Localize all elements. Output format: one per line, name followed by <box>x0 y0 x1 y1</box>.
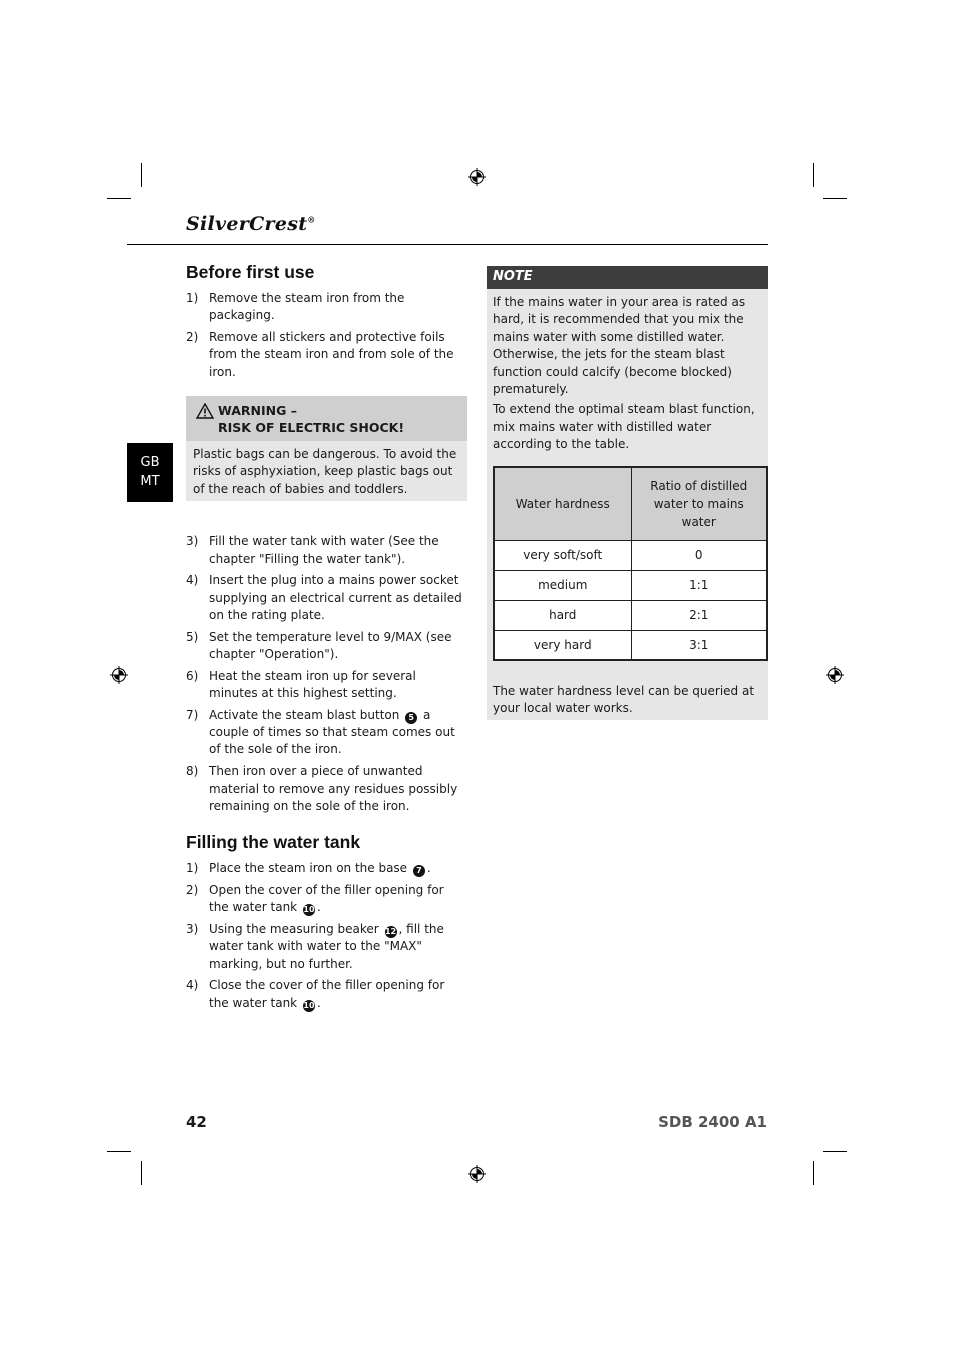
hardness-cell: very soft/soft <box>494 540 631 570</box>
language-tab <box>127 443 173 502</box>
header-rule <box>127 244 768 245</box>
hardness-cell: hard <box>494 600 631 630</box>
part-reference-icon: 10 <box>303 1000 315 1010</box>
step-text: Remove the steam iron from the packaging. <box>209 291 405 323</box>
list-item <box>186 629 467 664</box>
hardness-cell: medium <box>494 570 631 600</box>
part-reference-icon: 7 <box>413 865 425 877</box>
warning-triangle-icon <box>196 402 218 436</box>
table-row <box>494 630 767 660</box>
crop-mark <box>823 198 847 199</box>
list-item <box>186 707 467 759</box>
step-number: 6) <box>186 668 199 683</box>
step-number: 3) <box>186 534 199 549</box>
steps-list <box>186 290 467 381</box>
list-item <box>186 977 467 1012</box>
step-text-part: , fill the water tank with water to the "MAX" marking, but no further. <box>209 922 444 971</box>
list-item <box>186 921 467 973</box>
step-number: 8) <box>186 764 199 779</box>
brand-logo <box>186 213 316 235</box>
steps-list <box>186 533 467 815</box>
note-footer: The water hardness level can be queried at your local water works. <box>493 684 755 716</box>
list-item <box>186 329 467 381</box>
step-number: 4) <box>186 573 199 588</box>
crop-mark <box>141 1161 142 1185</box>
step-number: 5) <box>186 629 199 644</box>
step-number: 4) <box>186 978 199 993</box>
language-code-gb: GB <box>140 455 160 470</box>
step-number: 1) <box>186 291 199 305</box>
step-text: Insert the plug into a mains power socket supplying an electrical current as detailed on the rating plate. <box>209 573 462 622</box>
column-header-hardness: Water hardness <box>494 467 631 540</box>
steps-list <box>186 860 467 1012</box>
registered-mark: ® <box>307 214 316 225</box>
part-reference-icon: 10 <box>303 905 315 915</box>
step-text: Heat the steam iron up for several minutes at this highest setting. <box>209 668 416 701</box>
brand-logo-text: SilverCrest <box>186 213 308 235</box>
list-item <box>186 860 467 877</box>
step-text <box>209 882 467 917</box>
crop-mark <box>823 1151 847 1152</box>
crop-mark <box>141 163 142 187</box>
step-number: 3) <box>186 922 199 937</box>
step-text <box>209 860 467 877</box>
hardness-cell: very hard <box>494 630 631 660</box>
ratio-cell: 0 <box>631 540 767 570</box>
note-box <box>487 266 768 720</box>
step-text-part: . <box>316 900 321 915</box>
page-number: 42 <box>186 1113 207 1131</box>
step-text-part: a couple of times so that steam comes out of the sole of the iron. <box>209 707 455 757</box>
note-paragraph: If the mains water in your area is rated as hard, it is recommended that you mix the mains water with some distilled water. Otherwise, the jets for the steam blast function could calcify (become blocked) prematurely. <box>493 295 746 397</box>
crop-mark <box>813 163 814 187</box>
column-header-ratio: Ratio of distilled water to mains water <box>631 467 767 540</box>
list-item <box>186 763 467 815</box>
model-number: SDB 2400 A1 <box>658 1113 767 1131</box>
step-number: 2) <box>186 882 199 897</box>
before-first-use-heading: Before first use <box>186 262 315 282</box>
step-text-part: . <box>316 995 321 1010</box>
step-text <box>209 921 467 973</box>
step-text: Set the temperature level to 9/MAX (see chapter "Operation"). <box>209 629 452 661</box>
step-text <box>209 977 467 1012</box>
crop-mark <box>107 1151 131 1152</box>
table-row <box>494 570 767 600</box>
step-number: 7) <box>186 707 199 722</box>
warning-body: Plastic bags can be dangerous. To avoid the risks of asphyxiation, keep plastic bags out of the reach of babies and toddlers. <box>193 446 457 496</box>
warning-title-line2: RISK OF ELECTRIC SHOCK! <box>218 419 405 435</box>
warning-title-line1: WARNING – <box>218 402 297 418</box>
step-text-part: Close the cover of the filler opening for the water tank <box>209 978 445 1010</box>
list-item <box>186 533 467 568</box>
ratio-cell: 2:1 <box>631 600 767 630</box>
part-reference-icon: 12 <box>384 927 397 937</box>
step-text-part: . <box>426 861 431 876</box>
registration-mark-icon <box>468 168 486 186</box>
left-column <box>186 262 467 1017</box>
table-row <box>494 600 767 630</box>
table-header-row <box>494 467 767 540</box>
list-item <box>186 572 467 624</box>
list-item <box>186 882 467 917</box>
part-reference-icon: 5 <box>405 712 417 724</box>
registration-mark-icon <box>110 666 128 684</box>
step-text: Then iron over a piece of unwanted material to remove any residues possibly remaining on the sole of the iron. <box>209 764 458 813</box>
ratio-cell: 1:1 <box>631 570 767 600</box>
step-number: 1) <box>186 861 199 876</box>
warning-header <box>186 396 467 441</box>
step-text-part: Using the measuring beaker <box>209 922 379 937</box>
filling-heading: Filling the water tank <box>186 832 361 853</box>
crop-mark <box>813 1161 814 1185</box>
filling-section <box>186 832 467 1012</box>
list-item <box>186 290 467 325</box>
note-paragraph: To extend the optimal steam blast function, mix mains water with distilled water according to the table. <box>493 402 755 452</box>
ratio-cell: 3:1 <box>631 630 767 660</box>
step-number: 2) <box>186 330 199 345</box>
step-text <box>209 707 467 759</box>
crop-mark <box>107 198 131 199</box>
note-heading: NOTE <box>487 266 768 289</box>
step-text-part: Place the steam iron on the base <box>209 861 408 876</box>
table-row <box>494 540 767 570</box>
registration-mark-icon <box>468 1165 486 1183</box>
step-text: Remove all stickers and protective foils from the steam iron and from sole of the iron. <box>209 330 454 379</box>
step-text: Fill the water tank with water (See the chapter "Filling the water tank"). <box>209 534 439 566</box>
registration-mark-icon <box>826 666 844 684</box>
water-hardness-table <box>493 466 768 661</box>
step-text-part: Activate the steam blast button <box>209 707 400 722</box>
list-item <box>186 668 467 703</box>
step-text-part: Open the cover of the filler opening for the water tank <box>209 882 444 915</box>
language-code-mt: MT <box>140 474 160 489</box>
warning-box <box>186 396 467 501</box>
